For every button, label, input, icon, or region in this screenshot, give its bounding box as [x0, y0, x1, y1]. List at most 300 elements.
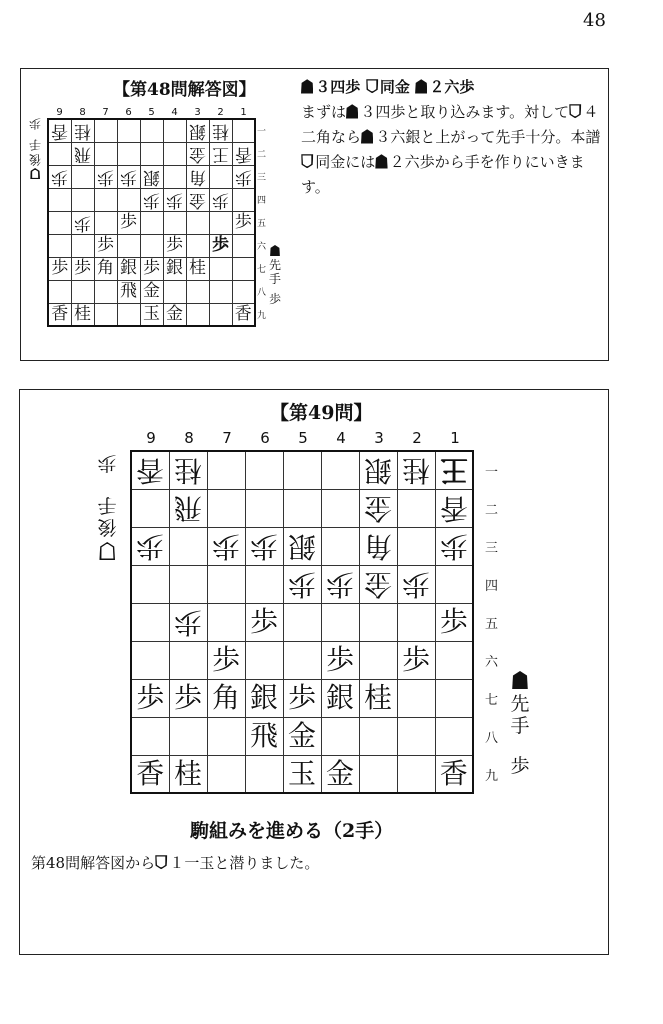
board-square	[117, 165, 140, 188]
board-square	[163, 119, 186, 142]
board-square	[232, 234, 255, 257]
answer-48-panel	[20, 68, 609, 361]
board-square	[435, 603, 473, 641]
gote-piece: 香	[51, 121, 69, 142]
board-rank-row	[131, 641, 473, 679]
file-label: 6	[260, 429, 270, 447]
sente-piece: 香	[136, 756, 165, 790]
answer-48-board-area	[47, 118, 256, 327]
board-square	[48, 234, 71, 257]
board-square	[359, 489, 397, 527]
board-square	[140, 165, 163, 188]
board-rank-row	[48, 142, 255, 165]
board-rank-row	[131, 717, 473, 755]
board-square	[94, 142, 117, 165]
board-square	[186, 165, 209, 188]
file-label: 1	[450, 429, 460, 447]
board-square	[283, 527, 321, 565]
gote-piece: 歩	[136, 530, 165, 563]
gote-piece: 歩	[212, 190, 229, 210]
sente-mark-icon	[301, 79, 313, 93]
gote-piece: 桂	[173, 454, 202, 488]
board-rank-row	[48, 165, 255, 188]
board-square	[359, 527, 397, 565]
board-square	[48, 211, 71, 234]
board-square	[359, 451, 397, 489]
label-char: 先	[268, 258, 281, 273]
sente-piece: 桂	[189, 258, 206, 278]
sente-piece: 歩	[234, 212, 252, 232]
board-square	[209, 165, 232, 188]
board-square	[117, 142, 140, 165]
rank-label: 八	[257, 288, 267, 298]
board-square	[321, 603, 359, 641]
board-square	[207, 565, 245, 603]
gote-piece: 歩	[97, 167, 114, 187]
board-square	[397, 603, 435, 641]
board-square	[397, 679, 435, 717]
board-rank-row	[48, 257, 255, 280]
board-square	[207, 603, 245, 641]
board-square	[207, 679, 245, 717]
board-square	[245, 717, 283, 755]
gote-mark-icon	[569, 104, 581, 118]
board-square	[131, 679, 169, 717]
sente-hand-panel	[267, 245, 283, 306]
board-square	[131, 641, 169, 679]
board-rank-row	[131, 527, 473, 565]
board-square	[435, 565, 473, 603]
board-square	[435, 755, 473, 793]
text-run: １一玉と潜りました。	[169, 854, 320, 872]
board-square	[163, 257, 186, 280]
board-square	[140, 257, 163, 280]
problem-49-board	[130, 450, 474, 794]
gote-piece: 金	[189, 144, 206, 164]
sente-piece: 飛	[249, 719, 278, 752]
board-rank-row	[48, 188, 255, 211]
rank-label: 四	[257, 196, 267, 206]
board-square	[321, 717, 359, 755]
sente-piece: 香	[439, 756, 468, 790]
file-label: 9	[56, 107, 63, 118]
board-square	[245, 755, 283, 793]
sente-piece: 歩	[211, 643, 240, 676]
board-square	[163, 303, 186, 326]
board-square	[71, 257, 94, 280]
board-square	[359, 565, 397, 603]
file-label: 2	[217, 107, 224, 118]
text-run: ４二角なら	[301, 103, 599, 146]
board-square	[169, 641, 207, 679]
board-square	[397, 527, 435, 565]
board-square	[232, 303, 255, 326]
board-square	[321, 489, 359, 527]
board-square	[117, 303, 140, 326]
board-square	[131, 489, 169, 527]
board-square	[131, 717, 169, 755]
board-square	[186, 280, 209, 303]
sente-piece: 金	[143, 281, 160, 301]
file-label: 1	[240, 107, 247, 118]
board-square	[283, 641, 321, 679]
sente-piece: 歩	[325, 643, 354, 676]
board-square	[397, 717, 435, 755]
board-square	[186, 211, 209, 234]
board-square	[71, 303, 94, 326]
gote-piece: 銀	[143, 167, 160, 187]
board-square	[140, 119, 163, 142]
gote-piece: 歩	[166, 190, 183, 210]
board-square	[435, 527, 473, 565]
rank-label: 三	[485, 540, 499, 556]
board-square	[117, 119, 140, 142]
gote-piece: 王	[439, 454, 468, 488]
sente-piece: 角	[211, 681, 240, 714]
board-square	[321, 679, 359, 717]
sente-hand-piece: 歩	[268, 292, 281, 307]
gote-hand-piece: 歩	[97, 452, 117, 474]
sente-piece: 歩	[166, 235, 183, 255]
board-square	[71, 119, 94, 142]
board-square	[94, 188, 117, 211]
gote-piece: 金	[363, 492, 392, 525]
sente-piece: 香	[234, 303, 252, 324]
board-square	[245, 489, 283, 527]
rank-label: 四	[485, 578, 499, 594]
board-square	[117, 257, 140, 280]
answer-48-title: 【第48問解答図】	[113, 80, 256, 100]
text-run: ３六銀と上がって先手十分。本譜	[375, 128, 601, 146]
board-square	[232, 211, 255, 234]
board-rank-row	[131, 603, 473, 641]
text-run: ２六歩から手を作りにいきます。	[301, 153, 585, 196]
board-square	[359, 603, 397, 641]
board-square	[140, 234, 163, 257]
sente-piece: 桂	[74, 303, 91, 324]
rank-label: 六	[485, 654, 499, 670]
text-run: まずは	[301, 103, 347, 121]
board-square	[321, 641, 359, 679]
board-square	[435, 679, 473, 717]
board-square	[163, 188, 186, 211]
board-square	[209, 119, 232, 142]
board-square	[186, 234, 209, 257]
rank-label: 一	[257, 127, 267, 137]
board-square	[397, 755, 435, 793]
board-rank-row	[131, 755, 473, 793]
commentary-text	[301, 100, 601, 200]
sente-mark-icon	[415, 79, 427, 93]
gote-mark-icon	[155, 855, 167, 869]
board-square	[169, 717, 207, 755]
gote-piece: 歩	[51, 167, 69, 187]
board-square	[131, 527, 169, 565]
board-square	[209, 142, 232, 165]
board-square	[94, 119, 117, 142]
board-square	[140, 211, 163, 234]
board-square	[321, 451, 359, 489]
board-rank-row	[131, 679, 473, 717]
board-square	[397, 565, 435, 603]
rank-label: 七	[257, 265, 267, 275]
board-square	[283, 679, 321, 717]
board-square	[94, 165, 117, 188]
board-square	[207, 755, 245, 793]
board-square	[71, 211, 94, 234]
file-label: 8	[184, 429, 194, 447]
gote-piece: 歩	[249, 530, 278, 563]
board-square	[359, 755, 397, 793]
sente-mark-icon	[270, 245, 280, 256]
sente-piece: 歩	[249, 605, 278, 638]
board-square	[359, 679, 397, 717]
sente-hand-piece: 歩	[510, 755, 530, 778]
board-square	[232, 165, 255, 188]
board-square	[163, 211, 186, 234]
rank-label: 二	[485, 502, 499, 518]
gote-piece: 歩	[211, 530, 240, 563]
sente-piece: 角	[97, 258, 114, 278]
board-square	[209, 257, 232, 280]
gote-hand-piece: 歩	[29, 116, 42, 130]
board-square	[435, 489, 473, 527]
file-label: 4	[336, 429, 346, 447]
board-square	[283, 717, 321, 755]
gote-mark-icon	[30, 168, 40, 179]
board-square	[131, 603, 169, 641]
board-square	[169, 565, 207, 603]
board-square	[283, 755, 321, 793]
text-run: ３四歩と取り込みます。対して	[360, 103, 570, 121]
board-square	[209, 234, 232, 257]
gote-label	[29, 136, 41, 166]
board-square	[140, 188, 163, 211]
gote-piece: 歩	[401, 568, 430, 601]
board-square	[207, 489, 245, 527]
sente-piece: 金	[287, 719, 316, 752]
sente-piece: 歩	[212, 235, 229, 255]
board-square	[94, 280, 117, 303]
gote-piece: 桂	[401, 454, 430, 488]
gote-piece: 歩	[325, 568, 354, 601]
board-square	[435, 641, 473, 679]
board-square	[131, 755, 169, 793]
sente-piece: 歩	[51, 258, 69, 278]
board-rank-row	[131, 489, 473, 527]
gote-mark-icon	[301, 154, 313, 168]
board-square	[140, 142, 163, 165]
file-label: 3	[374, 429, 384, 447]
gote-piece: 香	[136, 454, 165, 488]
sente-piece: 銀	[120, 258, 137, 278]
board-square	[117, 211, 140, 234]
file-label: 7	[102, 107, 109, 118]
board-square	[186, 303, 209, 326]
sente-piece: 玉	[143, 303, 160, 324]
sente-piece: 歩	[173, 681, 202, 714]
board-square	[186, 142, 209, 165]
board-square	[94, 234, 117, 257]
gote-piece: 角	[189, 167, 206, 187]
board-square	[283, 565, 321, 603]
file-label: 5	[298, 429, 308, 447]
board-square	[169, 489, 207, 527]
file-label: 3	[194, 107, 201, 118]
sente-piece: 歩	[74, 258, 91, 278]
board-square	[169, 451, 207, 489]
board-square	[163, 234, 186, 257]
board-square	[140, 280, 163, 303]
gote-piece: 金	[363, 568, 392, 601]
board-square	[48, 165, 71, 188]
gote-piece: 歩	[74, 213, 91, 233]
board-square	[117, 280, 140, 303]
sente-piece: 歩	[97, 235, 114, 255]
board-square	[169, 527, 207, 565]
board-rank-row	[48, 280, 255, 303]
gote-piece: 銀	[363, 454, 392, 488]
sente-piece: 飛	[120, 281, 137, 301]
sente-mark-icon	[361, 129, 373, 143]
answer-48-board	[47, 118, 256, 327]
board-square	[207, 527, 245, 565]
label-char: 先	[510, 693, 530, 716]
text-run: ２六歩	[429, 78, 475, 96]
problem-49-board-area	[130, 450, 474, 794]
board-square	[48, 280, 71, 303]
gote-piece: 銀	[287, 530, 316, 563]
rank-labels	[485, 451, 498, 793]
board-square	[397, 641, 435, 679]
board-square	[71, 142, 94, 165]
board-square	[48, 257, 71, 280]
label-char: 手	[268, 272, 281, 287]
rank-label: 五	[257, 219, 267, 229]
gote-mark-icon	[99, 542, 115, 560]
sente-piece: 歩	[120, 212, 137, 232]
board-square	[71, 234, 94, 257]
sente-mark-icon	[346, 104, 358, 118]
gote-hand-panel	[94, 452, 120, 560]
gote-piece: 歩	[234, 167, 252, 187]
board-square	[232, 257, 255, 280]
sente-piece: 銀	[325, 681, 354, 714]
board-square	[321, 565, 359, 603]
board-square	[169, 603, 207, 641]
sente-piece: 歩	[287, 681, 316, 714]
file-label: 9	[146, 429, 156, 447]
board-square	[283, 489, 321, 527]
board-square	[209, 188, 232, 211]
board-square	[207, 717, 245, 755]
board-square	[283, 451, 321, 489]
board-square	[71, 280, 94, 303]
board-square	[209, 280, 232, 303]
label-char: 手	[97, 494, 117, 516]
board-square	[163, 165, 186, 188]
board-square	[359, 641, 397, 679]
text-run: ３四歩	[315, 78, 361, 96]
board-square	[245, 451, 283, 489]
gote-piece: 桂	[212, 121, 229, 142]
board-square	[232, 142, 255, 165]
sente-piece: 桂	[173, 756, 202, 790]
board-square	[232, 280, 255, 303]
text-run: 同金には	[315, 153, 376, 171]
board-square	[186, 257, 209, 280]
rank-label: 九	[257, 311, 267, 321]
answer-48-commentary	[301, 75, 601, 200]
sente-piece: 歩	[136, 681, 165, 714]
board-rank-row	[48, 211, 255, 234]
board-square	[321, 755, 359, 793]
board-square	[245, 679, 283, 717]
board-square	[321, 527, 359, 565]
board-square	[71, 188, 94, 211]
file-labels	[48, 107, 255, 118]
board-square	[131, 565, 169, 603]
board-square	[283, 603, 321, 641]
problem-caption: 駒組みを進める（2手）	[190, 820, 394, 842]
gote-piece: 歩	[120, 167, 137, 187]
board-square	[245, 527, 283, 565]
board-square	[245, 603, 283, 641]
board-square	[186, 119, 209, 142]
file-label: 4	[171, 107, 178, 118]
rank-label: 六	[257, 242, 267, 252]
rank-label: 三	[257, 173, 267, 183]
file-label: 7	[222, 429, 232, 447]
sente-piece: 銀	[166, 258, 183, 278]
sente-piece: 玉	[287, 756, 316, 790]
board-square	[207, 641, 245, 679]
board-square	[397, 451, 435, 489]
sente-piece: 香	[51, 303, 69, 324]
gote-piece: 桂	[74, 121, 91, 142]
board-square	[94, 211, 117, 234]
gote-piece: 歩	[143, 190, 160, 210]
rank-label: 七	[485, 692, 499, 708]
board-square	[169, 679, 207, 717]
file-label: 6	[125, 107, 132, 118]
board-rank-row	[48, 303, 255, 326]
board-square	[186, 188, 209, 211]
file-label: 2	[412, 429, 422, 447]
board-square	[140, 303, 163, 326]
board-square	[245, 565, 283, 603]
board-square	[435, 451, 473, 489]
label-char: 手	[510, 715, 530, 738]
gote-piece: 金	[189, 190, 206, 210]
rank-label: 一	[485, 464, 499, 480]
board-square	[209, 211, 232, 234]
board-square	[117, 234, 140, 257]
label-char: 手	[29, 137, 42, 151]
board-square	[245, 641, 283, 679]
page-number: 48	[583, 10, 606, 31]
gote-piece: 銀	[189, 121, 206, 142]
rank-label: 二	[257, 150, 267, 160]
move-sequence	[301, 75, 601, 100]
sente-piece: 金	[166, 303, 183, 324]
gote-piece: 飛	[173, 492, 202, 525]
problem-description	[31, 852, 319, 873]
board-square	[94, 257, 117, 280]
board-square	[435, 717, 473, 755]
label-char: 後	[97, 516, 117, 538]
gote-piece: 歩	[287, 568, 316, 601]
